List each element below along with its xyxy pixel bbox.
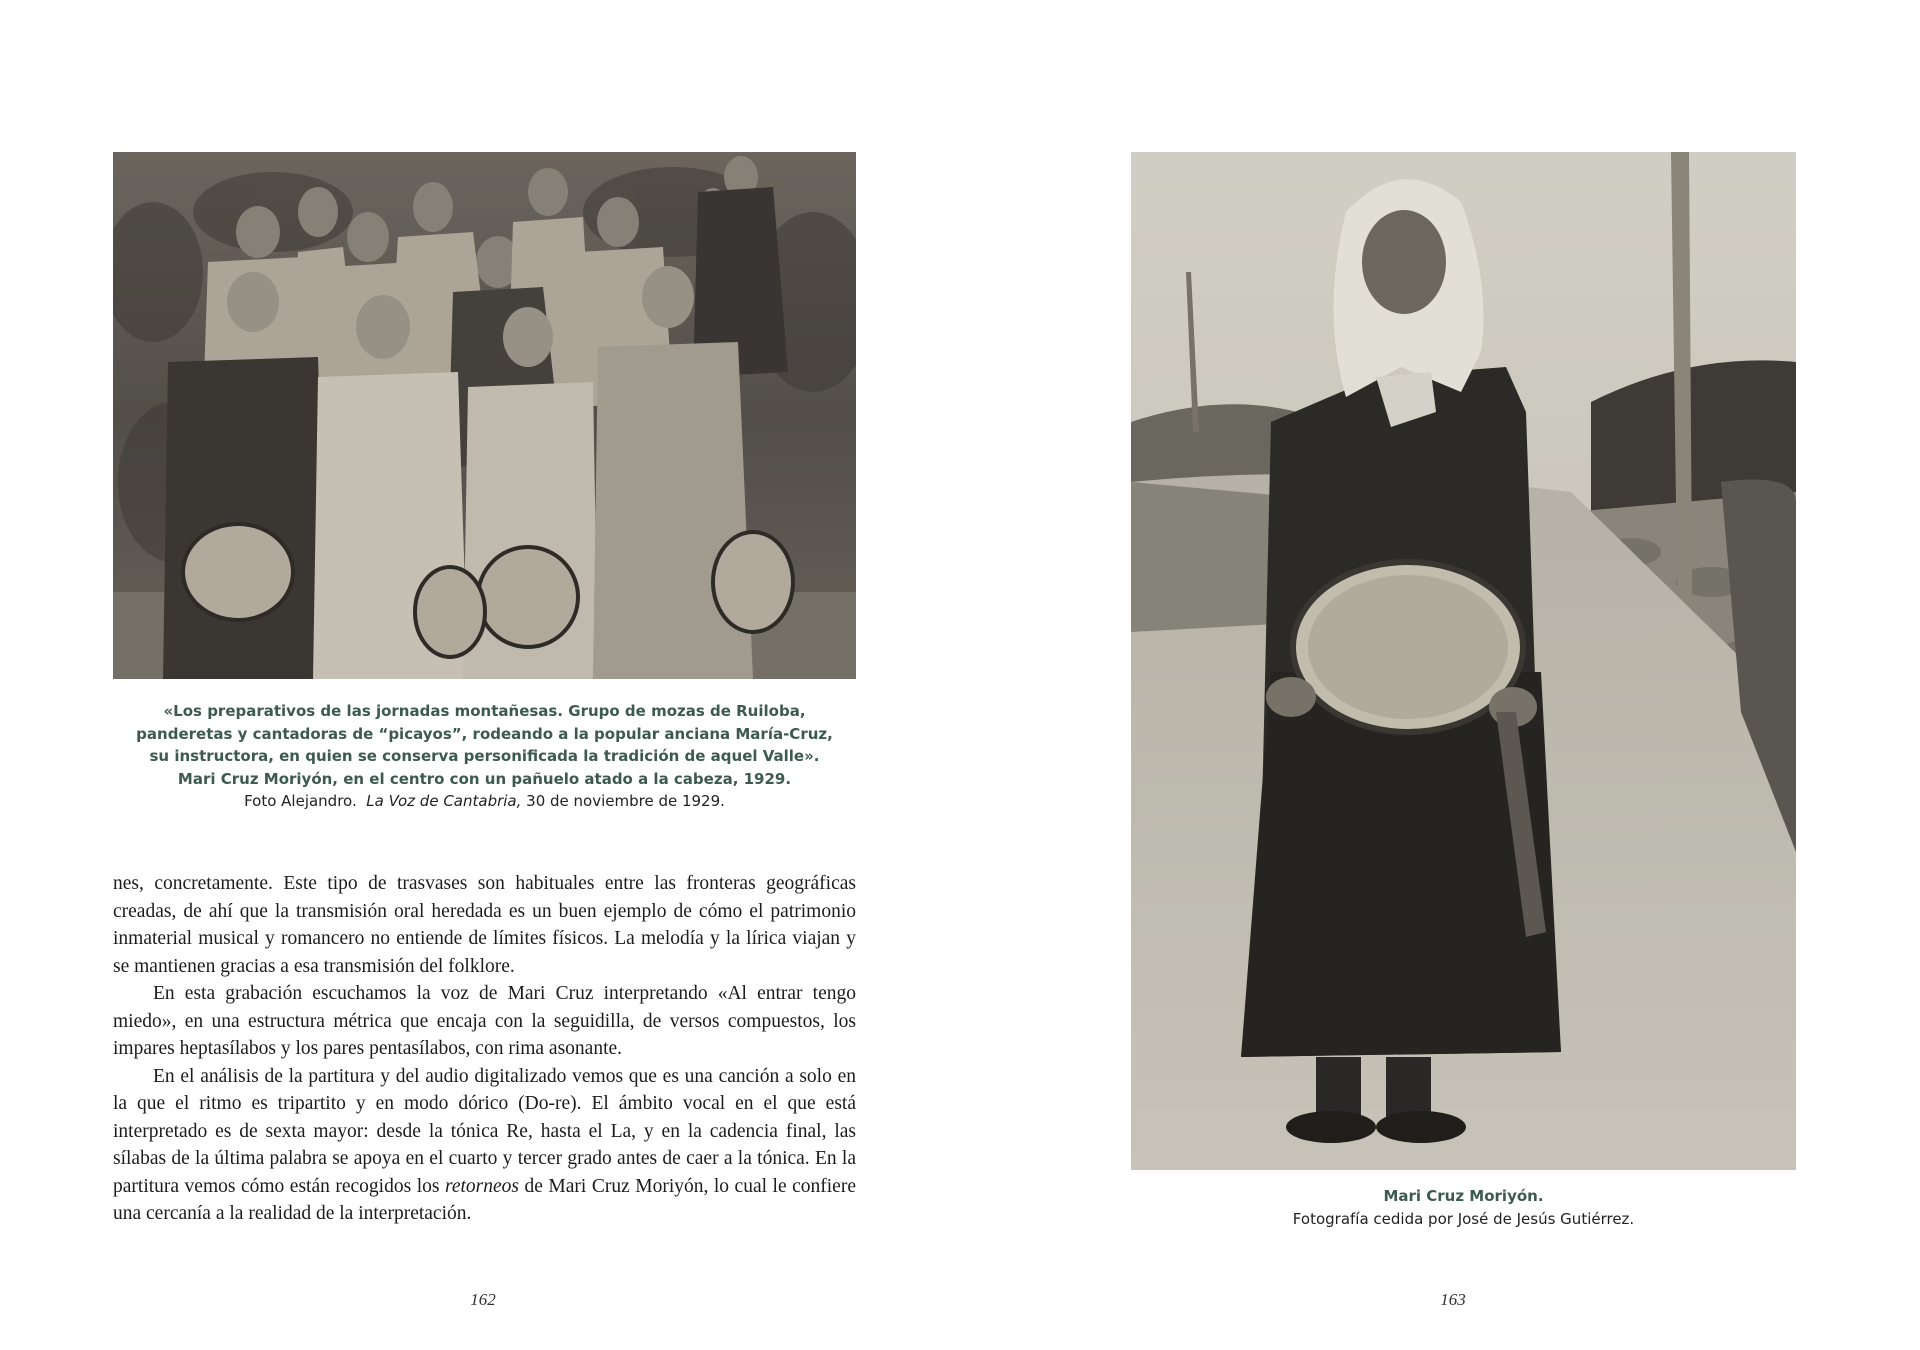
portrait-caption-credit: Fotografía cedida por José de Jesús Gutiérrez. <box>1292 1209 1635 1228</box>
paragraph-3-italic: retorneos <box>444 1175 519 1197</box>
group-photo-caption <box>113 700 856 812</box>
credit-suffix: 30 de noviembre de 1929. <box>521 792 725 810</box>
page-number-left: 162 <box>470 1290 496 1309</box>
group-photo-caption-text: «Los preparativos de las jornadas montañesas. Grupo de mozas de Ruiloba, panderetas y cantadoras de “picayos”, rodeando a la popular anciana María-Cruz, su instructora, en quien se conserva personificada la tradición de aquel Valle». Mari Cruz Moriyón, en el centro con un pañuelo atado a la cabeza, 1929. <box>136 702 833 788</box>
body-text <box>113 870 856 1228</box>
credit-source: La Voz de Cantabria, <box>366 792 522 810</box>
portrait-photo <box>1131 152 1796 1170</box>
portrait-photo-image <box>1131 152 1796 1170</box>
paragraph-3-end: de Mari Cruz Moriyón, lo cual le confiere una cercanía a la realidad de la interpretación. <box>113 1175 856 1224</box>
portrait-caption-title: Mari Cruz Moriyón. <box>1383 1187 1544 1205</box>
group-photo <box>113 152 856 679</box>
paragraph-1: nes, concretamente. Este tipo de trasvases son habituales entre las fronteras geográficas creadas, de ahí que la transmisión oral heredada es un buen ejemplo de cómo el patrimonio inmaterial musical y romancero no entiende de límites físicos. La melodía y la lírica viajan y se mantienen gracias a esa transmisión del folklore. <box>113 873 856 977</box>
paragraph-3-start: En el análisis de la partitura y del audio digitalizado vemos que es una canción a solo en la que el ritmo es tripartito y en modo dórico (Do-re). El ámbito vocal en el que está interpretado es de sexta mayor: desde la tónica Re, hasta el La, y en la cadencia final, las sílabas de la última palabra se apoya en el cuarto y tercer grado antes de caer a la tónica. En la partitura vemos cómo están recogidos los <box>113 1065 856 1197</box>
paragraph-3 <box>113 1063 856 1228</box>
portrait-photo-caption <box>1131 1185 1796 1230</box>
group-photo-image <box>113 152 856 679</box>
credit-prefix: Foto Alejandro. <box>244 792 357 810</box>
paragraph-2: En esta grabación escuchamos la voz de Mari Cruz interpretando «Al entrar tengo miedo», en una estructura métrica que encaja con la seguidilla, de versos compuestos, los impares heptasílabos y los pares pentasílabos, con rima asonante. <box>113 983 856 1059</box>
page-number-right: 163 <box>1440 1290 1466 1309</box>
group-photo-credit <box>113 790 856 812</box>
